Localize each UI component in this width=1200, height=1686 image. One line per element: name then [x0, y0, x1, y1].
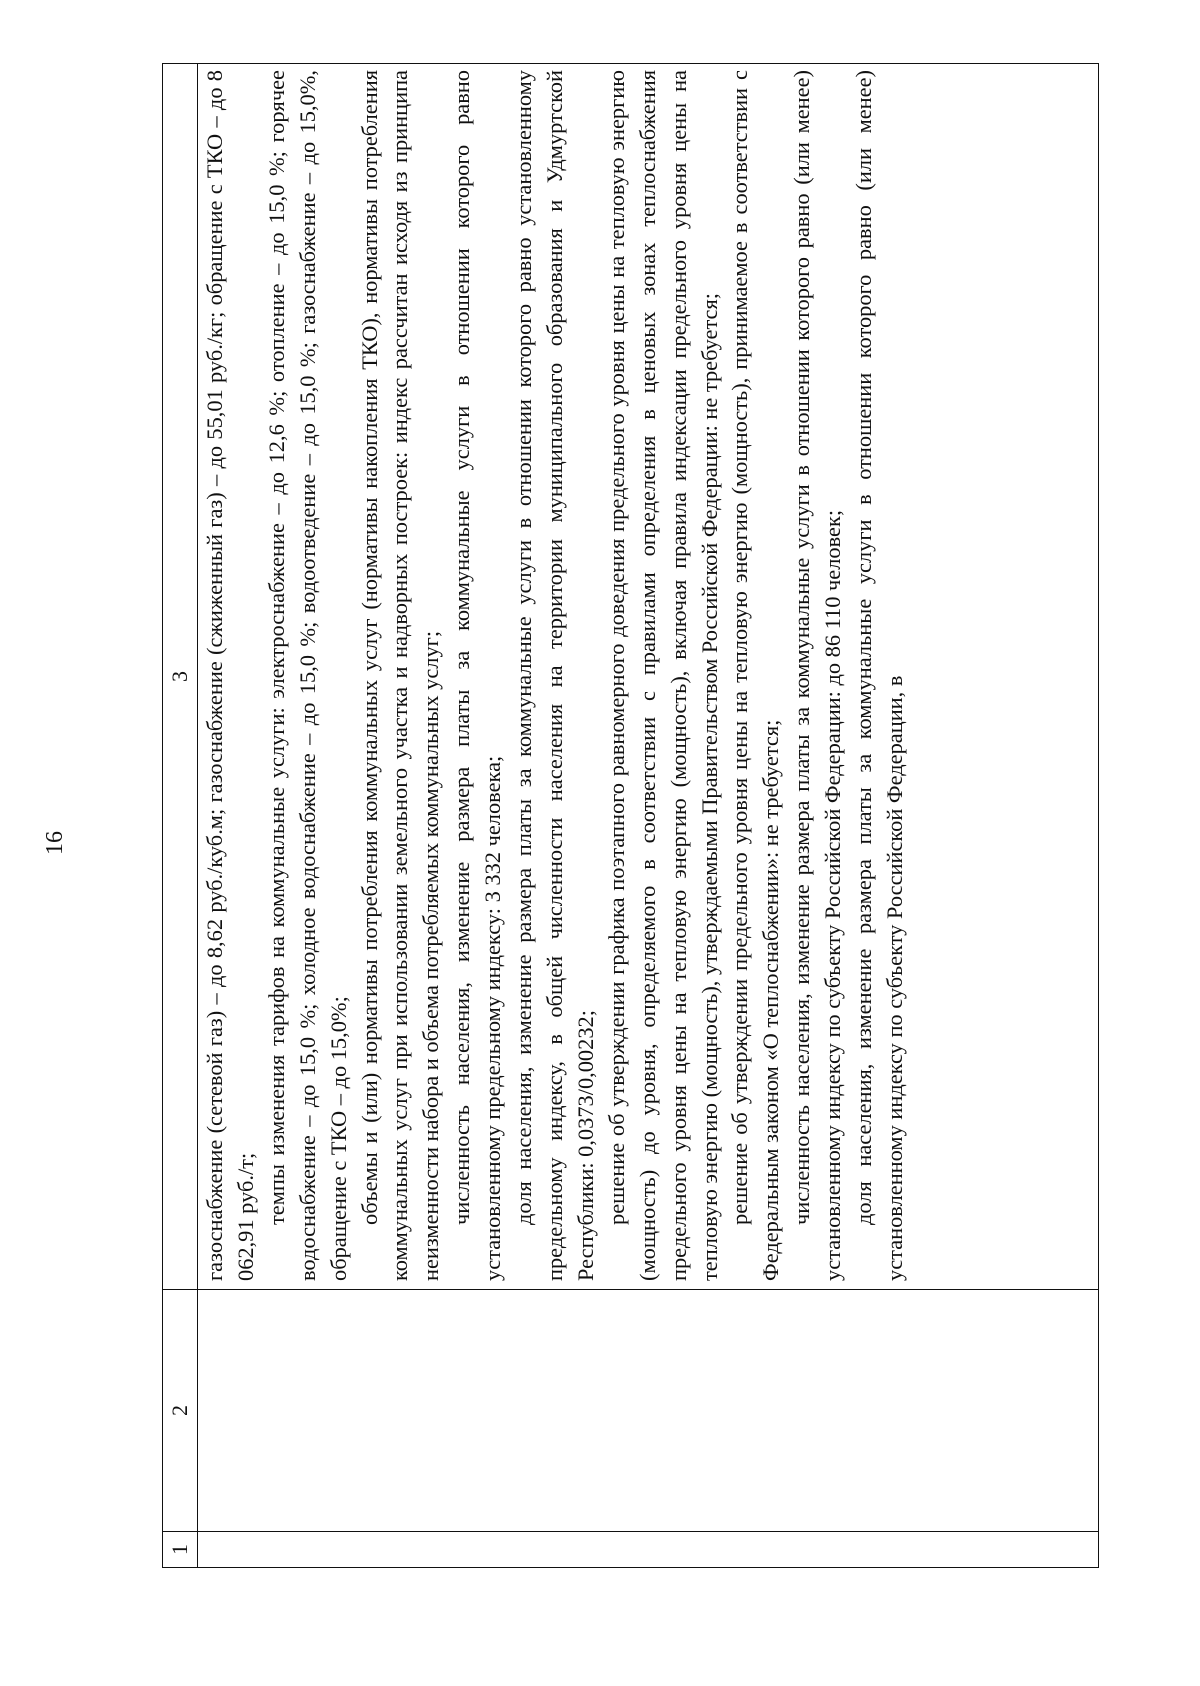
paragraph-population-share: доля населения, изменение размера платы за коммунальные услуги в отношении которого равно установленному предельному индексу, в общей численности населения на территории муниципального образования и Удмуртской Республики: 0,0373/0,00232;: [511, 70, 598, 1281]
document-table: [162, 63, 1099, 1568]
cell-content: [198, 64, 911, 1289]
cell-col-3: [198, 64, 1099, 1290]
page-number: 16: [42, 831, 68, 855]
header-col-1: 1: [163, 1532, 198, 1568]
paragraph-population-equal-index: численность населения, изменение размера платы за коммунальные услуги в отношении которого равно установленному предельному индексу: 3 332 человека;: [449, 70, 506, 1281]
paragraph-heat-price-schedule: решение об утверждении графика поэтапного равномерного доведения предельного уровня цены на тепловую энергию (мощность) до уровня, определяемого в соответствии с правилами определения в ценовых зонах теплоснабжения предельного уровня цены на тепловую энергию (мощность), включая правила индексации предельного уровня цены на тепловую энергию (мощность), утверждаемыми Правительством Российской Федерации: не требуется;: [603, 70, 722, 1281]
paragraph-tariff-change-rates: темпы изменения тарифов на коммунальные услуги: электроснабжение – до 12,6 %; отопление – до 15,0 %; горячее водоснабжение – до 15,0 %; холодное водоснабжение – до 15,0 %; водоотведение – до 15,0 %; газоснабжение – до 15,0%, обращение с ТКО – до 15,0%;: [263, 70, 351, 1281]
paragraph-heat-price-limit: решение об утверждении предельного уровня цены на тепловую энергию (мощность), принимаемое в соответствии с Федеральным законом «О теплоснабжении»: не требуется;: [727, 70, 784, 1281]
paragraph-population-share-subject: доля населения, изменение размера платы за коммунальные услуги в отношении которого равно (или менее) установленному индексу по субъекту Российской Федерации, в: [851, 70, 907, 1281]
cell-col-1: [198, 1532, 1099, 1568]
header-col-2: 2: [163, 1290, 198, 1532]
paragraph-consumption-norms: объемы и (или) нормативы потребления коммунальных услуг (нормативы накопления ТКО), нормативы потребления коммунальных услуг при использовании земельного участка и надворных построек: индекс рассчитан исходя из принципа неизменности набора и объема потребляемых коммунальных услуг;: [356, 70, 444, 1281]
table-row: [198, 64, 1099, 1568]
paragraph-population-subject-index: численность населения, изменение размера платы за коммунальные услуги в отношении которого равно (или менее) установленному индексу по субъекту Российской Федерации: до 86 110 человек;: [789, 70, 846, 1281]
table-header-row: [163, 64, 198, 1568]
cell-col-2: [198, 1290, 1099, 1532]
paragraph-tariffs: газоснабжение (сетевой газ) – до 8,62 руб./куб.м; газоснабжение (сжиженный газ) – до 55,01 руб./кг; обращение с ТКО – до 8 062,91 руб./т;: [202, 70, 258, 1281]
header-col-3: 3: [163, 64, 198, 1290]
